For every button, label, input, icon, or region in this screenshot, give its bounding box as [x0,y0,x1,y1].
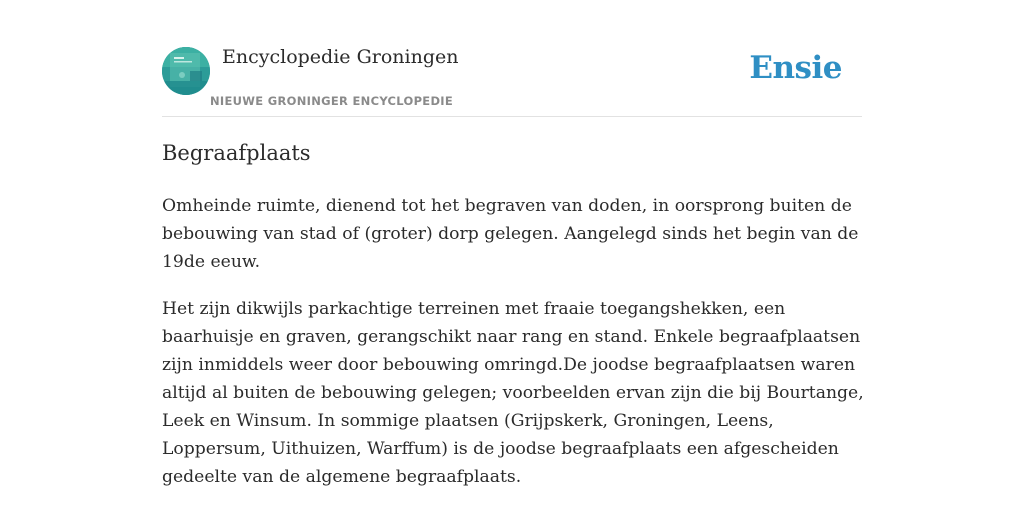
encyclopedia-avatar[interactable] [162,47,210,95]
site-subtitle: NIEUWE GRONINGER ENCYCLOPEDIE [210,94,454,108]
article-paragraph: Omheinde ruimte, dienend tot het begraven van doden, in oorsprong buiten de bebouwing van stad of (groter) dorp gelegen. Aangelegd sinds het begin van de 19de eeuw. [162,196,859,272]
book-cover-image [162,47,210,95]
article-body [162,192,864,510]
header [162,0,862,117]
ensie-logo-link[interactable]: Ensie [749,50,842,86]
page [162,0,864,487]
site-title-link[interactable]: Encyclopedie Groningen [222,46,459,68]
article-title: Begraafplaats [162,141,311,165]
article-paragraph: Het zijn dikwijls parkachtige terreinen met fraaie toegangshekken, een baarhuisje en graven, gerangschikt naar rang en stand. Enkele begraafplaatsen zijn inmiddels weer door bebouwing omringd.De joodse begraafplaatsen waren altijd al buiten de bebouwing gelegen; voorbeelden ervan zijn die bij Bourtange, Leek en Winsum. In sommige plaatsen (Grijpskerk, Groningen, Leens, Loppersum, Uithuizen, Warffum) is de joodse begraafplaats een afgescheiden gedeelte van de algemene begraafplaats. [162,299,864,487]
